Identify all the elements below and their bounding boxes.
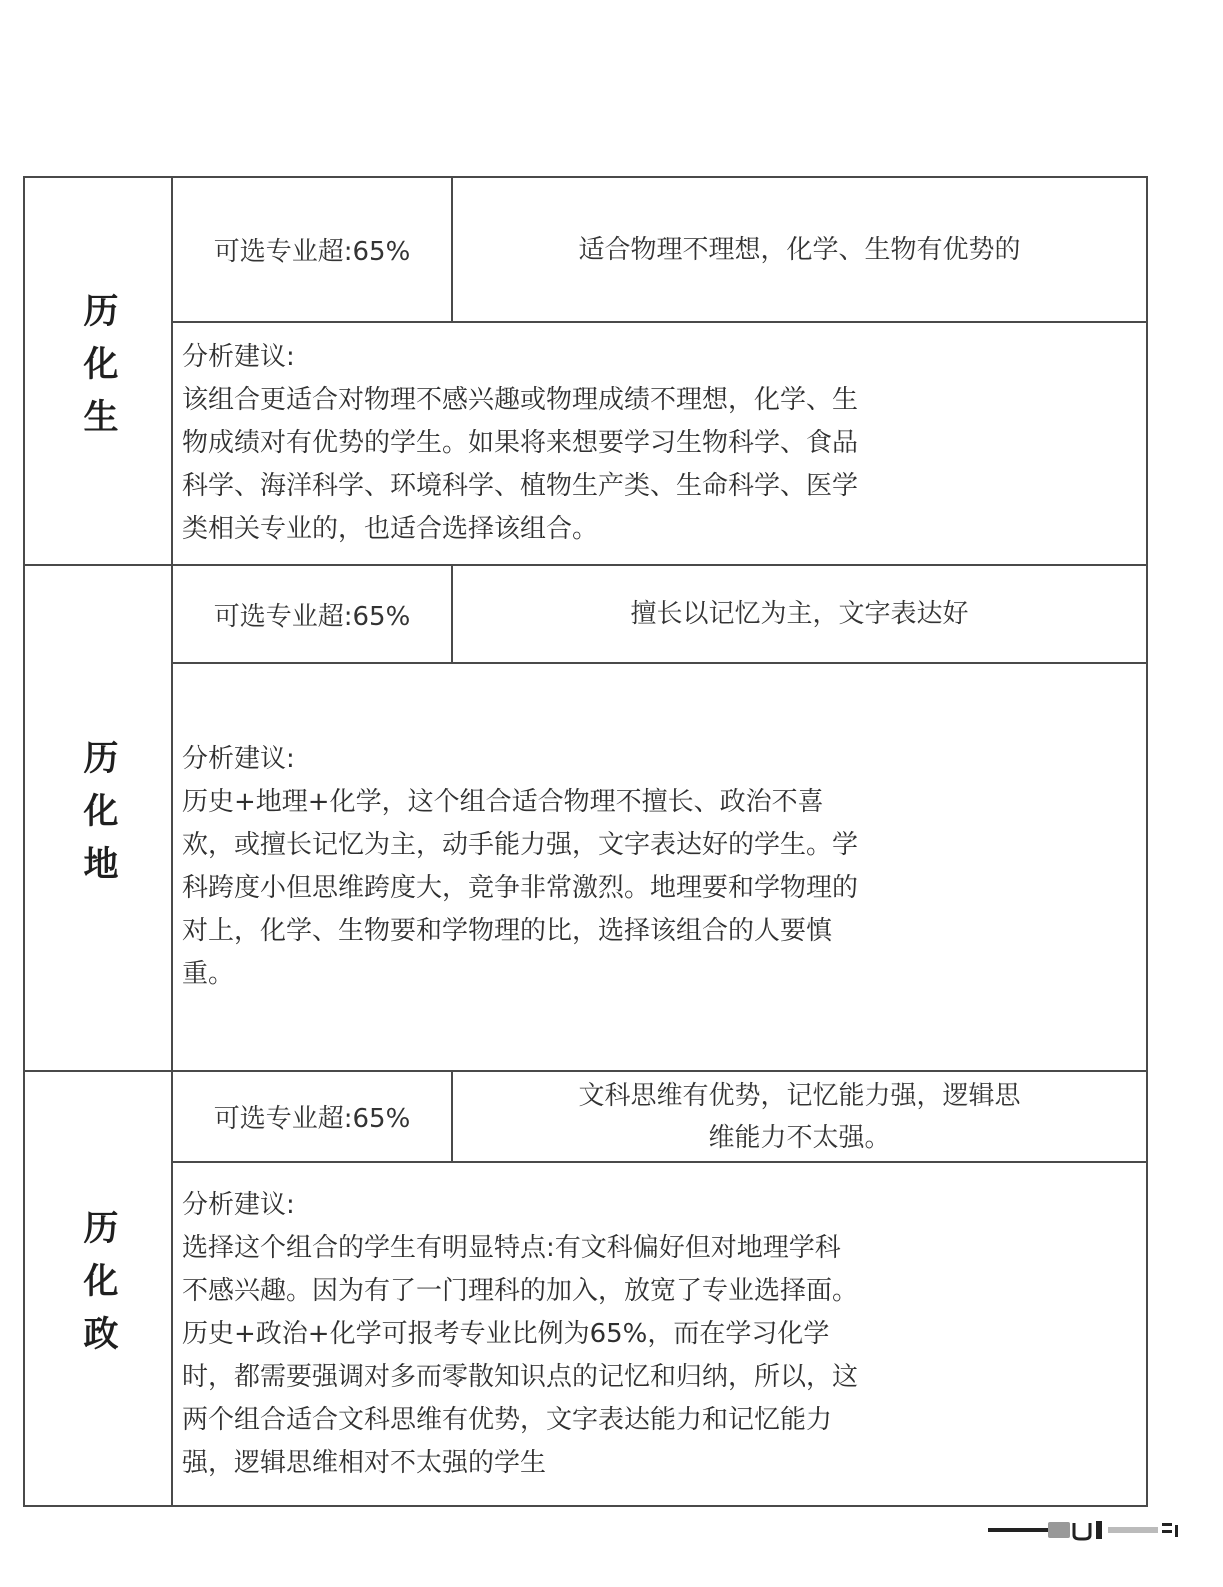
analysis-advice <box>173 1163 1146 1505</box>
analysis-line: 科跨度小但思维跨度大，竞争非常激烈。地理要和学物理的 <box>182 873 859 903</box>
watermark-logo <box>988 1519 1184 1541</box>
summary-row <box>173 1072 1146 1163</box>
analysis-heading: 分析建议: <box>182 1189 295 1220</box>
summary-row <box>173 178 1146 323</box>
analysis-line: 对上，化学、生物要和学物理的比，选择该组合的人要慎 <box>182 916 833 946</box>
major-percent: 可选专业超:65% <box>173 178 453 321</box>
suitable-line: 擅长以记忆为主，文字表达好 <box>630 599 969 629</box>
suitable-line: 适合物理不理想，化学、生物有优势的 <box>578 234 1021 265</box>
analysis-line: 选择这个组合的学生有明显特点:有文科偏好但对地理学科 <box>182 1232 841 1263</box>
suitable-line: 维能力不太强。 <box>708 1122 891 1153</box>
combo-name-cell <box>25 566 173 1070</box>
analysis-line: 不感兴趣。因为有了一门理科的加入，放宽了专业选择面。 <box>182 1275 859 1306</box>
combo-name-cell <box>25 178 173 564</box>
summary-row <box>173 566 1146 664</box>
combo-block <box>25 178 1146 564</box>
analysis-line: 历史+政治+化学可报考专业比例为65%，而在学习化学 <box>182 1318 830 1349</box>
analysis-line: 类相关专业的，也适合选择该组合。 <box>182 514 599 544</box>
analysis-line: 两个组合适合文科思维有优势，文字表达能力和记忆能力 <box>182 1404 833 1435</box>
analysis-advice <box>173 664 1146 1070</box>
combo-name: 历化政 <box>78 1209 118 1368</box>
analysis-line: 历史+地理+化学，这个组合适合物理不擅长、政治不喜 <box>182 787 824 817</box>
major-percent: 可选专业超:65% <box>173 1072 453 1161</box>
combo-name: 历化生 <box>78 291 118 451</box>
combo-detail <box>173 1072 1146 1505</box>
analysis-line: 时，都需要强调对多而零散知识点的记忆和归纳，所以，这 <box>182 1361 859 1392</box>
suitable-line: 文科思维有优势，记忆能力强，逻辑思 <box>578 1080 1021 1111</box>
suitable-description <box>453 1072 1146 1161</box>
combo-name: 历化地 <box>78 738 118 898</box>
analysis-line: 该组合更适合对物理不感兴趣或物理成绩不理想，化学、生 <box>182 385 859 415</box>
suitable-description <box>453 178 1146 321</box>
analysis-heading: 分析建议: <box>182 342 295 372</box>
combo-detail <box>173 566 1146 1070</box>
analysis-heading: 分析建议: <box>182 744 295 774</box>
suitable-description <box>453 566 1146 662</box>
combo-detail <box>173 178 1146 564</box>
analysis-line: 物成绩对有优势的学生。如果将来想要学习生物科学、食品 <box>182 428 859 458</box>
analysis-line: 欢，或擅长记忆为主，动手能力强，文字表达好的学生。学 <box>182 830 859 860</box>
combo-block <box>25 1070 1146 1505</box>
combo-block <box>25 564 1146 1070</box>
major-percent: 可选专业超:65% <box>173 566 453 662</box>
analysis-line: 科学、海洋科学、环境科学、植物生产类、生命科学、医学 <box>182 471 859 501</box>
analysis-advice <box>173 323 1146 564</box>
subject-combination-table <box>23 176 1148 1507</box>
analysis-line: 重。 <box>182 959 235 989</box>
analysis-line: 强，逻辑思维相对不太强的学生 <box>182 1447 547 1478</box>
combo-name-cell <box>25 1072 173 1505</box>
